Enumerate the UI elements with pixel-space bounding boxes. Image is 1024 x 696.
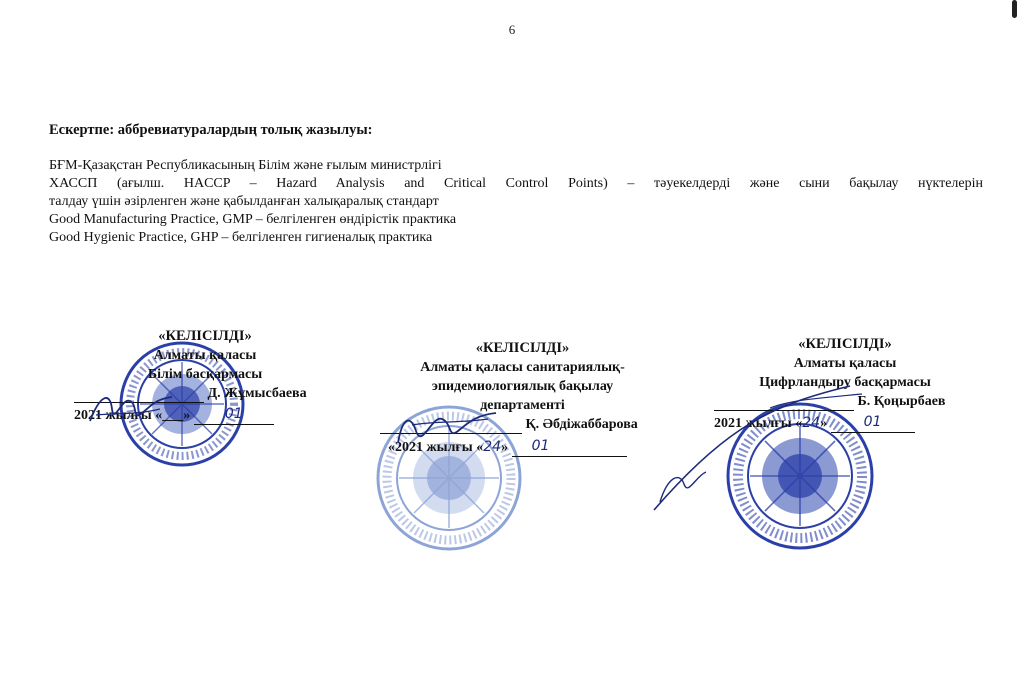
approval-heading: «КЕЛІСІЛДІ» <box>798 336 892 352</box>
handwritten-month: 01 <box>512 437 627 457</box>
approval-org-line: Алматы қаласы <box>793 356 897 371</box>
signatory-name: Д. Жұмысбаева <box>207 386 307 401</box>
approval-org-line: департаменті <box>480 398 565 413</box>
note-line-bgm: БҒМ-Қазақстан Республикасының Білім және ғылым министрлігі <box>49 158 442 173</box>
date-text: 2021 жылғы « <box>714 416 803 431</box>
signature-scribble-education <box>86 385 176 433</box>
approval-org-line: Алматы қаласы санитариялық- <box>420 360 625 375</box>
signature-scribble-sanitary <box>392 405 502 453</box>
notes-heading: Ескертпе: аббревиатуралардың толық жазылуы: <box>49 122 373 138</box>
signatory-name: Қ. Әбдіжаббарова <box>525 417 638 432</box>
signature-scribble-digitalization <box>650 380 870 516</box>
page-number: 6 <box>508 22 516 37</box>
note-line-haccp-cont: талдау үшін әзірленген және қабылданған халықаралық стандарт <box>49 194 439 209</box>
approval-heading: «КЕЛІСІЛДІ» <box>475 340 570 356</box>
note-line-ghp: Good Hygienic Practice, GHP – белгіленген гигиеналық практика <box>49 230 433 245</box>
approval-org-line: эпидемиологиялық бақылау <box>431 379 614 394</box>
note-line-gmp: Good Manufacturing Practice, GMP – белгіленген өндірістік практика <box>49 212 457 227</box>
handwritten-day: 24 <box>483 439 502 455</box>
approval-org-line: Білім басқармасы <box>147 367 263 382</box>
abbreviation-notes <box>49 121 983 247</box>
handwritten-month: 01 <box>831 413 915 433</box>
note-line-haccp: ХАССП (ағылш. HACCP – Hazard Analysis and Critical Control Points) – тәуекелдерді және сыни бақылау нүктелерін <box>49 176 983 191</box>
date-text: 2021 жылғы «___» <box>74 408 191 423</box>
handwritten-month: 01 <box>194 405 274 425</box>
approval-org-line: Цифрландыру басқармасы <box>759 375 931 390</box>
signatory-name: Б. Қоңырбаев <box>857 394 946 409</box>
handwritten-day: 24 <box>802 415 821 431</box>
date-text: «2021 жылғы « <box>388 440 484 455</box>
approval-heading: «КЕЛІСІЛДІ» <box>158 328 252 344</box>
date-close: » <box>820 416 828 431</box>
date-close: » <box>501 440 509 455</box>
approval-org-line: Алматы қаласы <box>153 348 257 363</box>
scrollbar-thumb[interactable] <box>1012 0 1017 18</box>
